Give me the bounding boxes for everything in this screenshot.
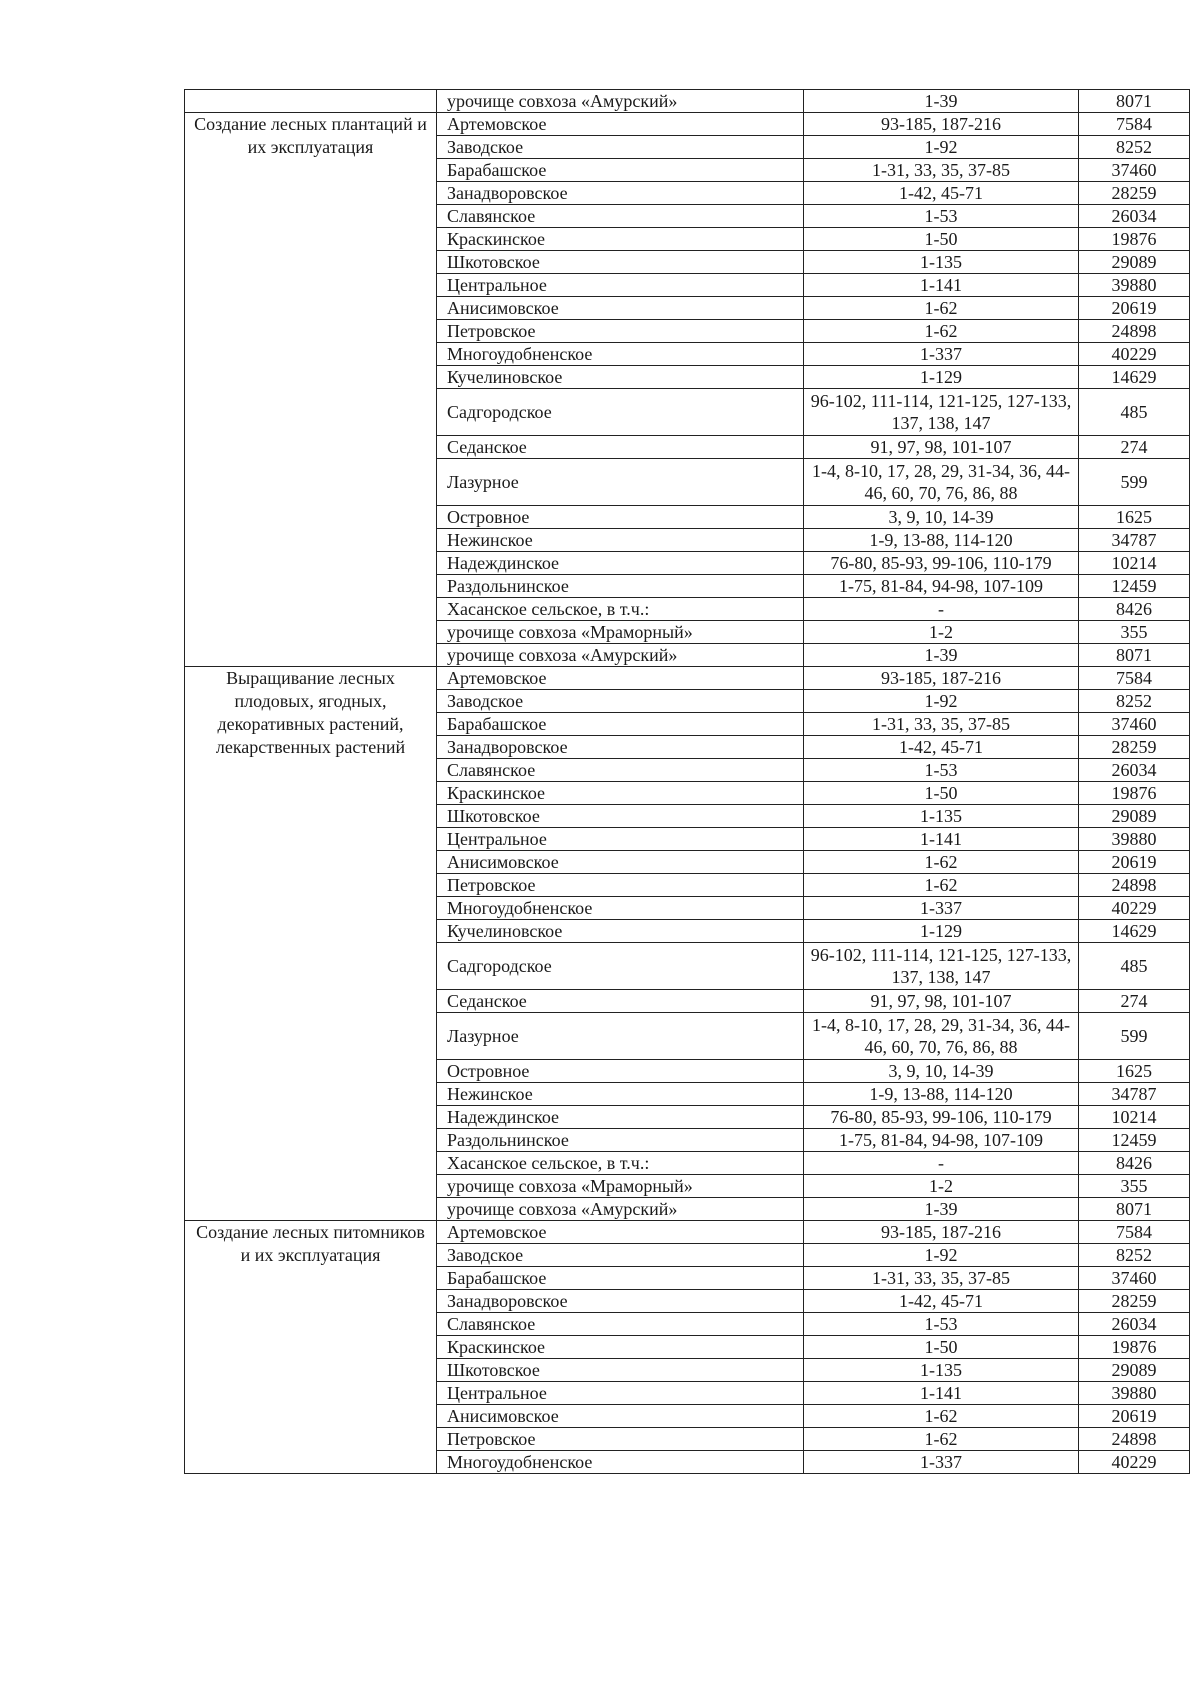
area-cell: 485	[1079, 943, 1190, 990]
name-cell: урочище совхоза «Амурский»	[437, 1198, 804, 1221]
quarter-numbers-cell: 1-42, 45-71	[804, 182, 1079, 205]
table-row	[185, 113, 1190, 136]
quarter-numbers-cell: 1-62	[804, 874, 1079, 897]
quarter-numbers-cell: 93-185, 187-216	[804, 1221, 1079, 1244]
quarter-numbers-cell: 1-92	[804, 690, 1079, 713]
area-cell: 8252	[1079, 136, 1190, 159]
name-cell: Кучелиновское	[437, 366, 804, 389]
name-cell: Центральное	[437, 274, 804, 297]
name-cell: Седанское	[437, 990, 804, 1013]
name-cell: Петровское	[437, 874, 804, 897]
quarter-numbers-cell: 1-141	[804, 828, 1079, 851]
name-cell: Артемовское	[437, 667, 804, 690]
area-cell: 26034	[1079, 205, 1190, 228]
area-cell: 7584	[1079, 1221, 1190, 1244]
name-cell: Многоудобненское	[437, 343, 804, 366]
area-cell: 8426	[1079, 598, 1190, 621]
area-cell: 599	[1079, 1013, 1190, 1060]
name-cell: Шкотовское	[437, 1359, 804, 1382]
name-cell: Надеждинское	[437, 1106, 804, 1129]
quarter-numbers-cell: 3, 9, 10, 14-39	[804, 506, 1079, 529]
area-cell: 26034	[1079, 759, 1190, 782]
area-cell: 20619	[1079, 851, 1190, 874]
name-cell: Островное	[437, 506, 804, 529]
quarter-numbers-cell: 1-4, 8-10, 17, 28, 29, 31-34, 36, 44-46, 60, 70, 76, 86, 88	[804, 459, 1079, 506]
quarter-numbers-cell: 1-92	[804, 136, 1079, 159]
quarter-numbers-cell: 1-53	[804, 205, 1079, 228]
name-cell: Надеждинское	[437, 552, 804, 575]
quarter-numbers-cell: -	[804, 1152, 1079, 1175]
area-cell: 40229	[1079, 1451, 1190, 1474]
area-cell: 14629	[1079, 920, 1190, 943]
table-body	[185, 90, 1190, 1474]
quarter-numbers-cell: 1-337	[804, 897, 1079, 920]
quarter-numbers-cell: 1-50	[804, 228, 1079, 251]
quarter-numbers-cell: 96-102, 111-114, 121-125, 127-133, 137, 138, 147	[804, 389, 1079, 436]
name-cell: Нежинское	[437, 1083, 804, 1106]
area-cell: 34787	[1079, 529, 1190, 552]
quarter-numbers-cell: 1-31, 33, 35, 37-85	[804, 159, 1079, 182]
quarter-numbers-cell: 1-337	[804, 343, 1079, 366]
quarter-numbers-cell: 1-62	[804, 1405, 1079, 1428]
area-cell: 37460	[1079, 1267, 1190, 1290]
area-cell: 37460	[1079, 713, 1190, 736]
name-cell: Занадворовское	[437, 182, 804, 205]
name-cell: Садгородское	[437, 943, 804, 990]
quarter-numbers-cell: 91, 97, 98, 101-107	[804, 990, 1079, 1013]
name-cell: Заводское	[437, 690, 804, 713]
quarter-numbers-cell: 1-42, 45-71	[804, 1290, 1079, 1313]
quarter-numbers-cell: 1-31, 33, 35, 37-85	[804, 713, 1079, 736]
quarter-numbers-cell: 96-102, 111-114, 121-125, 127-133, 137, 138, 147	[804, 943, 1079, 990]
quarter-numbers-cell: 1-135	[804, 805, 1079, 828]
name-cell: Седанское	[437, 436, 804, 459]
name-cell: Славянское	[437, 205, 804, 228]
area-cell: 19876	[1079, 228, 1190, 251]
area-cell: 1625	[1079, 1060, 1190, 1083]
quarter-numbers-cell: 1-42, 45-71	[804, 736, 1079, 759]
area-cell: 10214	[1079, 1106, 1190, 1129]
name-cell: Артемовское	[437, 113, 804, 136]
name-cell: Занадворовское	[437, 1290, 804, 1313]
name-cell: Хасанское сельское, в т.ч.:	[437, 598, 804, 621]
quarter-numbers-cell: 1-9, 13-88, 114-120	[804, 529, 1079, 552]
name-cell: Шкотовское	[437, 805, 804, 828]
area-cell: 274	[1079, 990, 1190, 1013]
name-cell: Заводское	[437, 1244, 804, 1267]
name-cell: Барабашское	[437, 1267, 804, 1290]
quarter-numbers-cell: 1-62	[804, 320, 1079, 343]
name-cell: Краскинское	[437, 782, 804, 805]
name-cell: Анисимовское	[437, 851, 804, 874]
area-cell: 39880	[1079, 1382, 1190, 1405]
quarter-numbers-cell: 76-80, 85-93, 99-106, 110-179	[804, 1106, 1079, 1129]
area-cell: 599	[1079, 459, 1190, 506]
area-cell: 7584	[1079, 113, 1190, 136]
name-cell: Петровское	[437, 1428, 804, 1451]
area-cell: 26034	[1079, 1313, 1190, 1336]
quarter-numbers-cell: 1-337	[804, 1451, 1079, 1474]
name-cell: Лазурное	[437, 1013, 804, 1060]
quarter-numbers-cell: 1-62	[804, 851, 1079, 874]
area-cell: 29089	[1079, 251, 1190, 274]
name-cell: урочище совхоза «Мраморный»	[437, 621, 804, 644]
area-cell: 355	[1079, 1175, 1190, 1198]
name-cell: Островное	[437, 1060, 804, 1083]
activity-cell: Выращивание лесных плодовых, ягодных, декоративных растений, лекарственных растений	[185, 667, 437, 1221]
name-cell: Краскинское	[437, 228, 804, 251]
area-cell: 8252	[1079, 690, 1190, 713]
name-cell: Шкотовское	[437, 251, 804, 274]
area-cell: 28259	[1079, 736, 1190, 759]
quarter-numbers-cell: 93-185, 187-216	[804, 113, 1079, 136]
table-row	[185, 90, 1190, 113]
quarter-numbers-cell: 91, 97, 98, 101-107	[804, 436, 1079, 459]
quarter-numbers-cell: 1-135	[804, 251, 1079, 274]
quarter-numbers-cell: 1-92	[804, 1244, 1079, 1267]
quarter-numbers-cell: -	[804, 598, 1079, 621]
name-cell: Многоудобненское	[437, 897, 804, 920]
quarter-numbers-cell: 1-53	[804, 1313, 1079, 1336]
name-cell: Садгородское	[437, 389, 804, 436]
quarter-numbers-cell: 3, 9, 10, 14-39	[804, 1060, 1079, 1083]
quarter-numbers-cell: 93-185, 187-216	[804, 667, 1079, 690]
area-cell: 14629	[1079, 366, 1190, 389]
area-cell: 8252	[1079, 1244, 1190, 1267]
area-cell: 37460	[1079, 159, 1190, 182]
quarter-numbers-cell: 1-62	[804, 297, 1079, 320]
name-cell: Нежинское	[437, 529, 804, 552]
name-cell: Раздольнинское	[437, 575, 804, 598]
activity-cell	[185, 90, 437, 113]
quarter-numbers-cell: 1-75, 81-84, 94-98, 107-109	[804, 575, 1079, 598]
quarter-numbers-cell: 1-4, 8-10, 17, 28, 29, 31-34, 36, 44-46, 60, 70, 76, 86, 88	[804, 1013, 1079, 1060]
quarter-numbers-cell: 1-2	[804, 621, 1079, 644]
quarter-numbers-cell: 1-129	[804, 920, 1079, 943]
area-cell: 7584	[1079, 667, 1190, 690]
area-cell: 29089	[1079, 805, 1190, 828]
name-cell: урочище совхоза «Амурский»	[437, 644, 804, 667]
area-cell: 19876	[1079, 1336, 1190, 1359]
quarter-numbers-cell: 1-50	[804, 782, 1079, 805]
name-cell: Краскинское	[437, 1336, 804, 1359]
name-cell: Петровское	[437, 320, 804, 343]
area-cell: 24898	[1079, 320, 1190, 343]
name-cell: Кучелиновское	[437, 920, 804, 943]
forestry-table	[184, 89, 1190, 1474]
area-cell: 1625	[1079, 506, 1190, 529]
area-cell: 40229	[1079, 343, 1190, 366]
quarter-numbers-cell: 1-39	[804, 1198, 1079, 1221]
name-cell: Барабашское	[437, 713, 804, 736]
area-cell: 8071	[1079, 90, 1190, 113]
quarter-numbers-cell: 1-31, 33, 35, 37-85	[804, 1267, 1079, 1290]
area-cell: 24898	[1079, 874, 1190, 897]
table-row	[185, 667, 1190, 690]
name-cell: Раздольнинское	[437, 1129, 804, 1152]
activity-cell: Создание лесных питомников и их эксплуатация	[185, 1221, 437, 1474]
quarter-numbers-cell: 1-75, 81-84, 94-98, 107-109	[804, 1129, 1079, 1152]
quarter-numbers-cell: 1-62	[804, 1428, 1079, 1451]
area-cell: 39880	[1079, 274, 1190, 297]
table-row	[185, 1221, 1190, 1244]
quarter-numbers-cell: 1-141	[804, 1382, 1079, 1405]
name-cell: Центральное	[437, 1382, 804, 1405]
area-cell: 8071	[1079, 644, 1190, 667]
name-cell: Славянское	[437, 759, 804, 782]
quarter-numbers-cell: 1-2	[804, 1175, 1079, 1198]
area-cell: 34787	[1079, 1083, 1190, 1106]
area-cell: 355	[1079, 621, 1190, 644]
name-cell: урочище совхоза «Амурский»	[437, 90, 804, 113]
quarter-numbers-cell: 1-53	[804, 759, 1079, 782]
area-cell: 8426	[1079, 1152, 1190, 1175]
area-cell: 29089	[1079, 1359, 1190, 1382]
name-cell: Лазурное	[437, 459, 804, 506]
name-cell: Центральное	[437, 828, 804, 851]
quarter-numbers-cell: 1-141	[804, 274, 1079, 297]
activity-cell: Создание лесных плантаций и их эксплуатация	[185, 113, 437, 667]
area-cell: 40229	[1079, 897, 1190, 920]
name-cell: Заводское	[437, 136, 804, 159]
name-cell: Барабашское	[437, 159, 804, 182]
area-cell: 24898	[1079, 1428, 1190, 1451]
area-cell: 12459	[1079, 1129, 1190, 1152]
name-cell: Анисимовское	[437, 1405, 804, 1428]
area-cell: 28259	[1079, 182, 1190, 205]
quarter-numbers-cell: 1-39	[804, 90, 1079, 113]
area-cell: 274	[1079, 436, 1190, 459]
area-cell: 28259	[1079, 1290, 1190, 1313]
quarter-numbers-cell: 76-80, 85-93, 99-106, 110-179	[804, 552, 1079, 575]
name-cell: Артемовское	[437, 1221, 804, 1244]
area-cell: 19876	[1079, 782, 1190, 805]
name-cell: Многоудобненское	[437, 1451, 804, 1474]
quarter-numbers-cell: 1-135	[804, 1359, 1079, 1382]
name-cell: Занадворовское	[437, 736, 804, 759]
area-cell: 20619	[1079, 297, 1190, 320]
name-cell: Анисимовское	[437, 297, 804, 320]
area-cell: 12459	[1079, 575, 1190, 598]
area-cell: 39880	[1079, 828, 1190, 851]
quarter-numbers-cell: 1-50	[804, 1336, 1079, 1359]
area-cell: 20619	[1079, 1405, 1190, 1428]
area-cell: 8071	[1079, 1198, 1190, 1221]
quarter-numbers-cell: 1-9, 13-88, 114-120	[804, 1083, 1079, 1106]
name-cell: Славянское	[437, 1313, 804, 1336]
area-cell: 10214	[1079, 552, 1190, 575]
quarter-numbers-cell: 1-129	[804, 366, 1079, 389]
name-cell: урочище совхоза «Мраморный»	[437, 1175, 804, 1198]
quarter-numbers-cell: 1-39	[804, 644, 1079, 667]
name-cell: Хасанское сельское, в т.ч.:	[437, 1152, 804, 1175]
area-cell: 485	[1079, 389, 1190, 436]
